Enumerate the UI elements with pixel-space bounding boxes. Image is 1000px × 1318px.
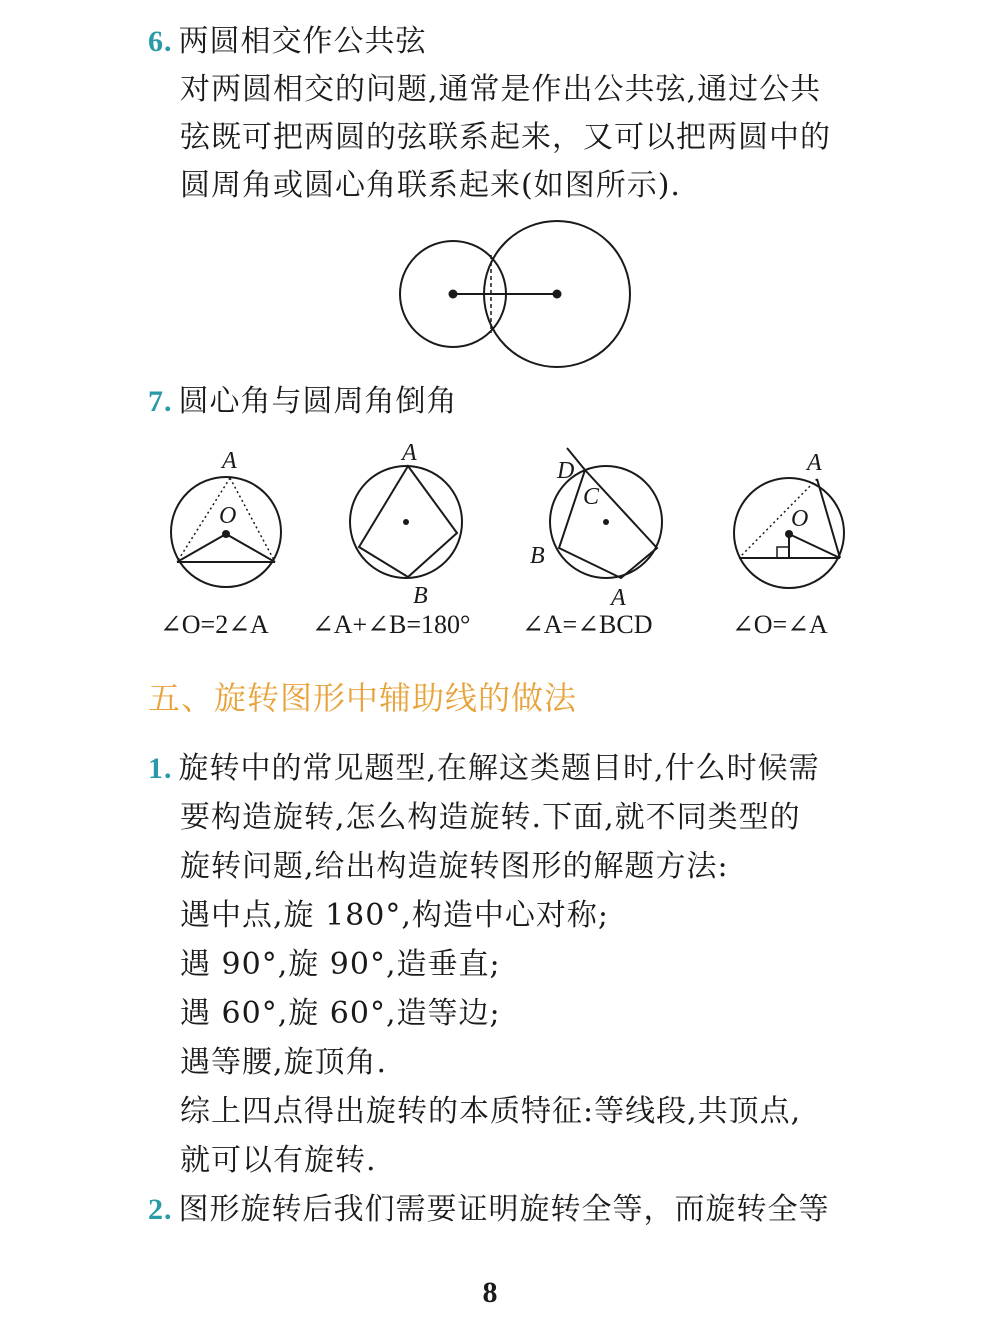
caption-3: ∠A=∠BCD — [522, 610, 653, 639]
label-o: O — [219, 503, 237, 529]
item6-heading — [148, 22, 427, 62]
right-angle-mark — [777, 547, 789, 558]
figure-exterior-angle — [525, 440, 675, 610]
label-a: A — [611, 585, 626, 610]
item-number: 1. — [148, 752, 173, 785]
label-c: C — [583, 484, 600, 510]
point1-line-3: 旋转问题,给出构造旋转图形的解题方法: — [180, 849, 729, 884]
radius — [177, 534, 226, 562]
center-point — [449, 290, 458, 299]
point1-line-6: 遇 60°,旋 60°,造等边; — [180, 996, 501, 1031]
point1-line-8: 综上四点得出旋转的本质特征:等线段,共顶点, — [180, 1094, 802, 1129]
heading-text: 圆心角与圆周角倒角 — [178, 384, 458, 419]
item7-heading — [148, 382, 458, 422]
point2-line-1 — [148, 1190, 830, 1230]
section-title: 五、旋转图形中辅助线的做法 — [148, 679, 578, 717]
side — [817, 479, 840, 558]
label-b: B — [413, 583, 428, 609]
page-number: 8 — [482, 1276, 498, 1309]
radius — [789, 534, 840, 558]
point2-text: 图形旋转后我们需要证明旋转全等，而旋转全等 — [178, 1192, 830, 1227]
radius — [226, 534, 275, 562]
point1-line-2: 要构造旋转,怎么构造旋转.下面,就不同类型的 — [180, 800, 801, 835]
point1-line-9: 就可以有旋转. — [180, 1143, 377, 1178]
figure-central-angle — [160, 440, 300, 610]
caption-4: ∠O=∠A — [732, 610, 828, 639]
item6-line-1: 对两圆相交的问题,通常是作出公共弦,通过公共 — [180, 72, 822, 107]
intersecting-circles-figure — [390, 215, 650, 375]
center-point — [603, 519, 609, 525]
point1-text: 旋转中的常见题型,在解这类题目时,什么时候需 — [178, 751, 820, 786]
item6-line-3: 圆周角或圆心角联系起来(如图所示). — [180, 168, 681, 203]
label-a: A — [222, 448, 237, 474]
label-o: O — [791, 506, 809, 532]
label-a: A — [807, 450, 822, 476]
item-number: 6. — [148, 25, 173, 58]
point1-line-5: 遇 90°,旋 90°,造垂直; — [180, 947, 501, 982]
caption-1: ∠O=2∠A — [160, 610, 269, 639]
label-b: B — [530, 543, 545, 569]
caption-2: ∠A+∠B=180° — [312, 610, 471, 639]
label-d: D — [557, 458, 575, 484]
figure-right-angle — [725, 440, 865, 610]
center-point — [222, 530, 230, 538]
item6-line-2: 弦既可把两圆的弦联系起来，又可以把两圆中的 — [180, 120, 831, 155]
center-point — [553, 290, 562, 299]
label-a: A — [402, 440, 417, 466]
heading-text: 两圆相交作公共弦 — [178, 24, 427, 59]
point1-line-7: 遇等腰,旋顶角. — [180, 1045, 388, 1080]
figure-cyclic-quadrilateral — [340, 435, 480, 610]
point1-line-1 — [148, 749, 820, 789]
item-number: 2. — [148, 1193, 173, 1226]
center-point — [403, 519, 409, 525]
item-number: 7. — [148, 385, 173, 418]
point1-line-4: 遇中点,旋 180°,构造中心对称; — [180, 898, 609, 933]
